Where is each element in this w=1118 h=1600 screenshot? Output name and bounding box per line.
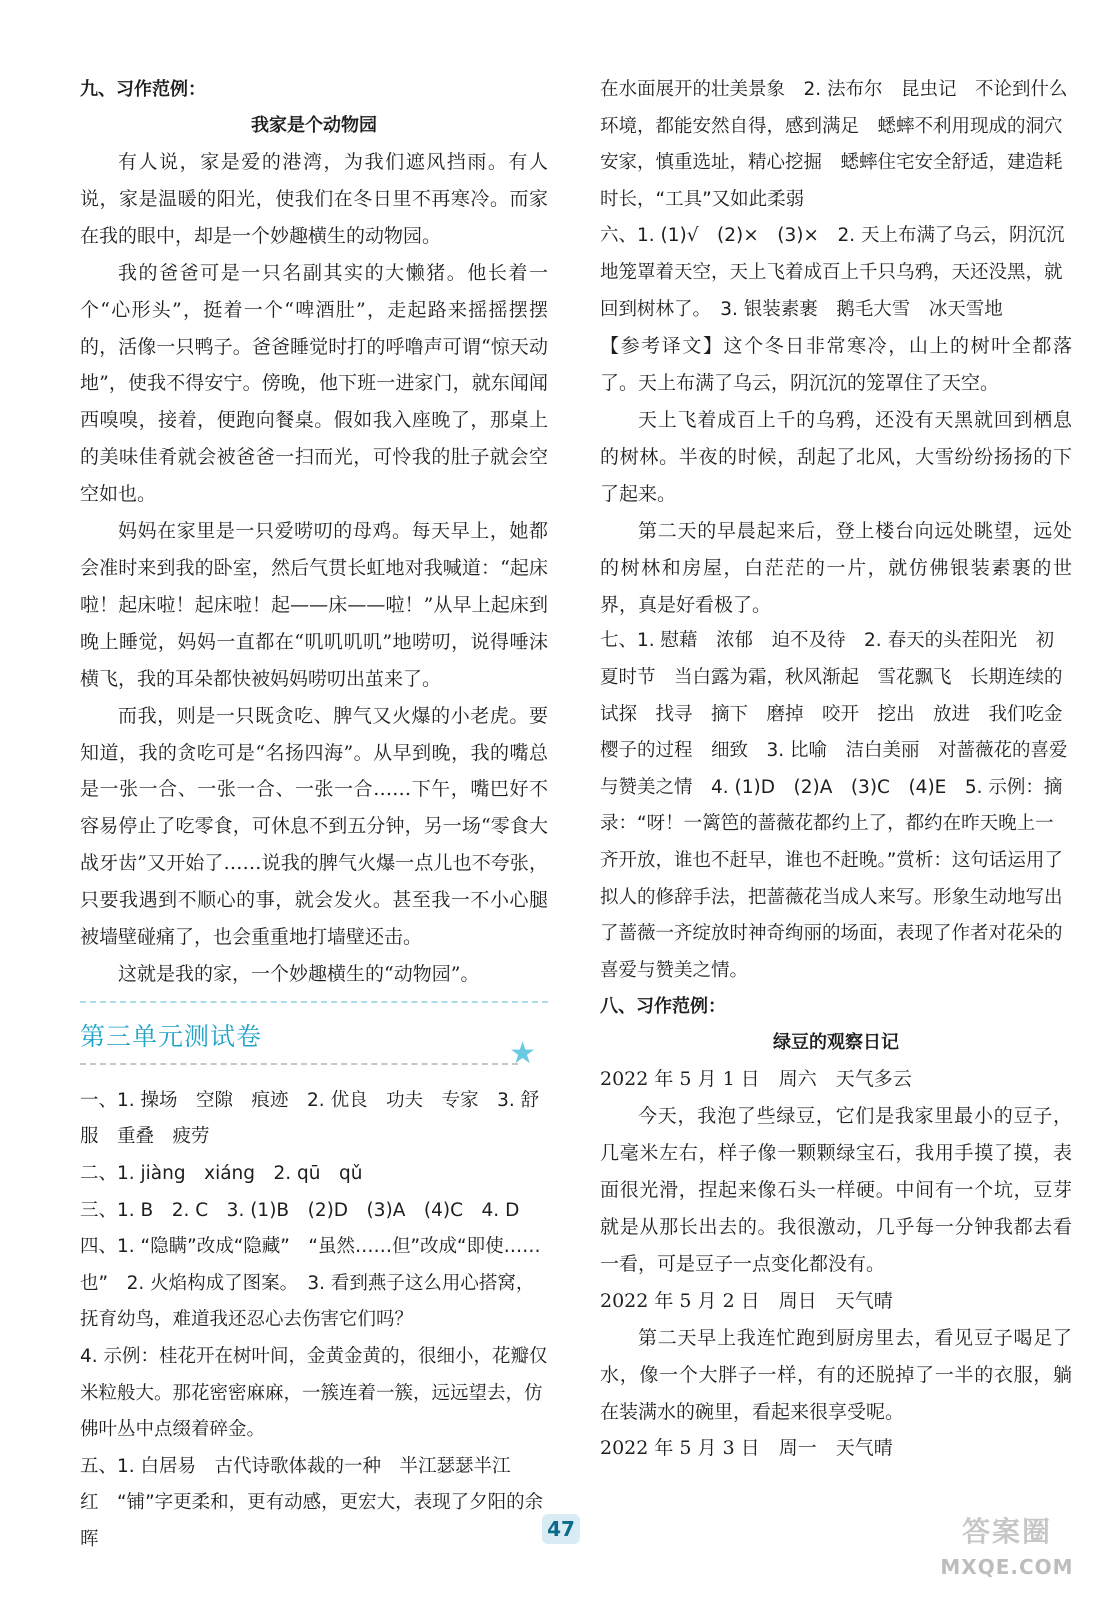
answer-item: 五、1. 白居易 古代诗歌体裁的一种 半江瑟瑟半江红 “铺”字更柔和，更有动感，更宏大，表现了夕阳的余晖 [80, 1455, 544, 1550]
answer-item: 二、1. jiàng xiáng 2. qū qǔ [80, 1163, 363, 1185]
answer-item: 六、1. (1)√ (2)× (3)× 2. 天上布满了乌云，阴沉沉地笼罩着天空，天上飞着成百上千只乌鸦，天还没黑，就回到树林了。 3. 银装素裹 鹅毛大雪 冰天雪地 [600, 225, 1065, 320]
section-heading-essay: 九、习作范例： [80, 79, 206, 100]
essay-paragraph: 有人说，家是爱的港湾，为我们遮风挡雨。有人说，家是温暖的阳光，使我们在冬日里不再寒冷。而家在我的眼中，却是一个妙趣横生的动物园。 [80, 151, 548, 247]
answer-item: 三、1. B 2. C 3. (1)B (2)D (3)A (4)C 4. D [80, 1199, 520, 1221]
answer-item: 4. 示例：桂花开在树叶间，金黄金黄的，很细小，花瓣仅米粒般大。那花密密麻麻，一簇连着一簇，远远望去，仿佛叶丛中点缀着碎金。 [80, 1346, 548, 1441]
divider [80, 1001, 548, 1003]
answer-item: 在水面展开的壮美景象 2. 法布尔 昆虫记 不论到什么环境，都能安然自得，感到满足 蟋蟀不利用现成的洞穴安家，慎重选址，精心挖掘 蟋蟀住宅安全舒适，建造耗时长，“工具”又如此柔弱 [600, 79, 1068, 210]
unit-banner [80, 1001, 548, 1077]
translation-paragraph: 第二天的早晨起来后，登上楼台向远处眺望，远处的树林和房屋，白茫茫的一片，就仿佛银装素裹的世界，真是好看极了。 [600, 519, 1072, 616]
left-column [80, 72, 548, 1559]
diary-date: 2022 年 5 月 3 日 周一 天气晴 [600, 1437, 893, 1460]
diary-paragraph: 第二天早上我连忙跑到厨房里去，看见豆子喝足了水，像一个大胖子一样，有的还脱掉了一半的衣服，躺在装满水的碗里，看起来很享受呢。 [600, 1326, 1072, 1423]
translation-paragraph: 天上飞着成百上千的乌鸦，还没有天黑就回到栖息的树林。半夜的时候，刮起了北风，大雪纷纷扬扬的下了起来。 [600, 408, 1072, 505]
watermark-logo-text: 答案圈 [961, 1515, 1052, 1548]
essay-paragraph: 这就是我的家，一个妙趣横生的“动物园”。 [118, 962, 480, 985]
translation-paragraph: 【参考译文】这个冬日非常寒冷，山上的树叶全都落了。天上布满了乌云，阴沉沉的笼罩住了天空。 [600, 335, 1072, 395]
answer-item: 七、1. 慰藉 浓郁 迫不及待 2. 春天的头茬阳光 初夏时节 当白露为霜，秋风渐起 雪花飘飞 长期连续的 试探 找寻 摘下 磨掉 咬开 挖出 放进 我们吃金樱子的过程 细致 3. 比喻 洁白美丽 对蔷薇花的喜爱与赞美之情 4. (1)D (2)A (3)C (4)E 5. 示例：摘录：“呀！一篱笆的蔷薇花都约上了，都约在昨天晚上一齐开放，谁也不赶早，谁也不赶晚。”赏析：这句话运用了拟人的修辞手法，把蔷薇花当成人来写。形象生动地写出了蔷薇一齐绽放时神奇绚丽的场面，表现了作者对花朵的喜爱与赞美之情。 [600, 630, 1082, 981]
diary-date: 2022 年 5 月 2 日 周日 天气晴 [600, 1289, 893, 1312]
star-icon: ★ [509, 1035, 536, 1071]
answer-item: 一、1. 操场 空隙 痕迹 2. 优良 功夫 专家 3. 舒服 重叠 疲劳 [80, 1089, 540, 1148]
essay-paragraph: 妈妈在家里是一只爱唠叨的母鸡。每天早上，她都会准时来到我的卧室，然后气贯长虹地对我喊道：“起床啦！起床啦！起床啦！起——床——啦！”从早上起床到晚上睡觉，妈妈一直都在“叽叽叽叽”地唠叨，说得唾沫横飞，我的耳朵都快被妈妈唠叨出茧来了。 [80, 520, 548, 690]
essay-paragraph: 我的爸爸可是一只名副其实的大懒猪。他长着一个“心形头”，挺着一个“啤酒肚”，走起路来摇摇摆摆的，活像一只鸭子。爸爸睡觉时打的呼噜声可谓“惊天动地”，使我不得安宁。傍晚，他下班一进家门，就东闻闻西嗅嗅，接着，便跑向餐桌。假如我入座晚了，那桌上的美味佳肴就会被爸爸一扫而光，可怜我的肚子就会空空如也。 [80, 261, 548, 506]
unit-title: 第三单元测试卷 [80, 1021, 263, 1051]
essay-title: 我家是个动物园 [251, 115, 377, 136]
diary-paragraph: 今天，我泡了些绿豆，它们是我家里最小的豆子，几毫米左右，样子像一颗颗绿宝石，我用手摸了摸，表面很光滑，捏起来像石头一样硬。中间有一个坑，豆芽就是从那长出去的。我很激动，几乎每一分钟我都去看一看，可是豆子一点变化都没有。 [600, 1105, 1072, 1275]
section-heading-diary: 八、习作范例： [600, 996, 726, 1018]
right-column [600, 72, 1082, 1467]
answer-item: 四、1. “隐瞒”改成“隐藏” “虽然……但”改成“即使……也” 2. 火焰构成了图案。 3. 看到燕子这么用心搭窝，抚育幼鸟，难道我还忍心去伤害它们吗？ [80, 1236, 541, 1331]
watermark-url: MXQE.COM [940, 1555, 1074, 1579]
divider [80, 1063, 518, 1065]
essay-paragraph: 而我，则是一只既贪吃、脾气又火爆的小老虎。要知道，我的贪吃可是“名扬四海”。从早到晚，我的嘴总是一张一合、一张一合、一张一合……下午，嘴巴好不容易停止了吃零食，可休息不到五分钟，另一场“零食大战牙齿”又开始了……说我的脾气火爆一点儿也不夸张，只要我遇到不顺心的事，就会发火。甚至我一不小心腿被墙壁碰痛了，也会重重地打墙壁还击。 [80, 704, 548, 949]
page-number: 47 [542, 1514, 580, 1544]
watermark [912, 1510, 1102, 1590]
diary-date: 2022 年 5 月 1 日 周六 天气多云 [600, 1068, 912, 1091]
diary-title: 绿豆的观察日记 [773, 1032, 899, 1054]
